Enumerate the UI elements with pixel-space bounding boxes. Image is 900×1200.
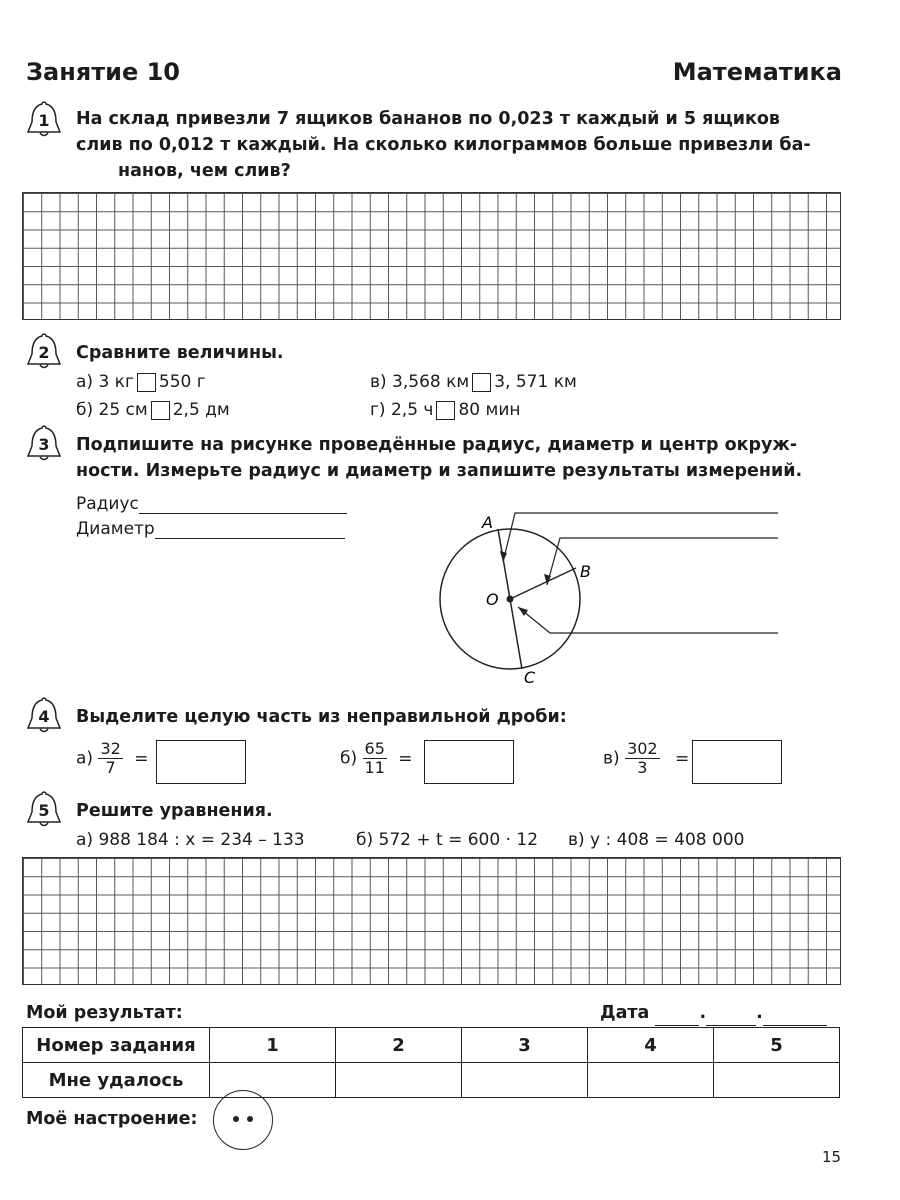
task-1-line-1: На склад привезли 7 ящиков бананов по 0,023 т каждый и 5 ящиков bbox=[76, 109, 780, 129]
task-2-item-v bbox=[370, 372, 577, 392]
mood-face-icon[interactable] bbox=[213, 1090, 273, 1150]
radius-line bbox=[510, 568, 576, 599]
success-cell-2[interactable] bbox=[336, 1063, 462, 1098]
task-4-a-label: а) bbox=[76, 748, 94, 769]
column-header-5: 5 bbox=[714, 1028, 840, 1063]
equation-v: в) y : 408 = 408 000 bbox=[568, 830, 745, 850]
task-3-bell-icon bbox=[27, 424, 61, 464]
task-2-a-right: 550 г bbox=[158, 372, 206, 392]
task-5-number: 5 bbox=[38, 801, 50, 820]
task-5-answer-grid[interactable] bbox=[22, 857, 841, 985]
task-4-a-equals: = bbox=[134, 748, 149, 769]
task-4-a-answer-box[interactable] bbox=[156, 740, 246, 784]
row-label-success: Мне удалось bbox=[23, 1063, 210, 1098]
date-row: Дата . . bbox=[600, 1000, 827, 1026]
task-4-b-answer-box[interactable] bbox=[424, 740, 514, 784]
task-2-item-a bbox=[76, 372, 206, 392]
task-2-a-compare-box[interactable] bbox=[137, 373, 156, 392]
task-5-title: Решите уравнения. bbox=[76, 801, 273, 821]
task-1-answer-grid[interactable] bbox=[22, 192, 841, 320]
fraction-v bbox=[625, 740, 660, 777]
fraction-a-numerator: 32 bbox=[100, 739, 121, 758]
point-c-label: C bbox=[524, 668, 536, 687]
task-4-b-label: б) bbox=[340, 748, 358, 769]
task-1-line-3: нанов, чем слив? bbox=[118, 161, 291, 181]
diameter-label: Диаметр bbox=[76, 519, 155, 539]
success-cell-1[interactable] bbox=[210, 1063, 336, 1098]
success-cell-5[interactable] bbox=[714, 1063, 840, 1098]
task-4-bell-icon bbox=[27, 696, 61, 736]
task-4-v-label: в) bbox=[603, 748, 620, 769]
fraction-b bbox=[363, 740, 387, 777]
fraction-v-denominator: 3 bbox=[637, 758, 648, 777]
task-4-v-equals: = bbox=[675, 748, 690, 769]
task-2-a-left: а) 3 кг bbox=[76, 372, 134, 392]
task-2-g-left: г) 2,5 ч bbox=[370, 400, 434, 420]
face-right-eye bbox=[247, 1116, 253, 1122]
label-leader-3 bbox=[518, 607, 778, 633]
center-point bbox=[507, 596, 514, 603]
radius-answer-line[interactable] bbox=[139, 513, 347, 514]
task-2-bell-icon bbox=[27, 332, 61, 372]
page-number: 15 bbox=[822, 1148, 842, 1166]
fraction-v-numerator: 302 bbox=[627, 739, 658, 758]
result-title: Мой результат: bbox=[26, 1003, 183, 1023]
task-4-title: Выделите целую часть из неправильной дроби: bbox=[76, 707, 567, 727]
result-row-task-number bbox=[23, 1028, 840, 1063]
success-cell-4[interactable] bbox=[588, 1063, 714, 1098]
task-4-number: 4 bbox=[38, 707, 50, 726]
column-header-3: 3 bbox=[462, 1028, 588, 1063]
date-day-line[interactable] bbox=[655, 1025, 699, 1026]
circle-diagram bbox=[420, 500, 800, 700]
task-4-item-a bbox=[76, 740, 148, 777]
task-4-item-b bbox=[340, 740, 413, 777]
task-1-text bbox=[76, 106, 811, 184]
task-2-item-g bbox=[370, 400, 520, 420]
task-3-line-2: ности. Измерьте радиус и диаметр и запишите результаты измерений. bbox=[76, 461, 803, 481]
fraction-b-numerator: 65 bbox=[364, 739, 385, 758]
task-2-b-right: 2,5 дм bbox=[172, 400, 230, 420]
success-cell-3[interactable] bbox=[462, 1063, 588, 1098]
point-a-label: A bbox=[482, 513, 493, 532]
equation-a: а) 988 184 : x = 234 – 133 bbox=[76, 830, 305, 850]
task-4-v-answer-box[interactable] bbox=[692, 740, 782, 784]
task-4-b-equals: = bbox=[398, 748, 413, 769]
point-b-label: B bbox=[580, 562, 591, 581]
task-2-item-b bbox=[76, 400, 230, 420]
task-2-number: 2 bbox=[38, 343, 50, 362]
result-row-success bbox=[23, 1063, 840, 1098]
task-3-line-1: Подпишите на рисунке проведённые радиус, диаметр и центр окруж- bbox=[76, 435, 798, 455]
fraction-b-denominator: 11 bbox=[364, 758, 385, 777]
task-5-bell-icon bbox=[27, 790, 61, 830]
task-4-item-v bbox=[603, 740, 689, 777]
task-2-b-compare-box[interactable] bbox=[151, 401, 170, 420]
task-1-number: 1 bbox=[38, 111, 50, 130]
diameter-row bbox=[76, 519, 345, 539]
date-month-line[interactable] bbox=[706, 1025, 756, 1026]
mood-label: Моё настроение: bbox=[26, 1109, 198, 1129]
column-header-1: 1 bbox=[210, 1028, 336, 1063]
radius-label: Радиус bbox=[76, 494, 139, 514]
lesson-title: Занятие 10 bbox=[26, 58, 180, 86]
task-3-text bbox=[76, 432, 802, 484]
task-2-g-compare-box[interactable] bbox=[436, 401, 455, 420]
date-label: Дата bbox=[600, 1003, 650, 1023]
subject-title: Математика bbox=[672, 58, 842, 86]
fraction-a-denominator: 7 bbox=[105, 758, 116, 777]
task-2-title: Сравните величины. bbox=[76, 343, 284, 363]
point-o-label: O bbox=[486, 590, 499, 609]
task-1-line-2: слив по 0,012 т каждый. На сколько килограммов больше привезли ба- bbox=[76, 135, 811, 155]
fraction-a bbox=[98, 740, 122, 777]
task-2-v-right: 3, 571 км bbox=[494, 372, 577, 392]
column-header-2: 2 bbox=[336, 1028, 462, 1063]
result-table bbox=[22, 1027, 840, 1098]
radius-row bbox=[76, 494, 347, 514]
task-2-b-left: б) 25 см bbox=[76, 400, 148, 420]
leader-1-arrow bbox=[500, 551, 507, 562]
task-2-v-left: в) 3,568 км bbox=[370, 372, 470, 392]
task-3-number: 3 bbox=[38, 435, 50, 454]
diameter-answer-line[interactable] bbox=[155, 538, 345, 539]
row-label-task-number: Номер задания bbox=[23, 1028, 210, 1063]
equation-b: б) 572 + t = 600 · 12 bbox=[356, 830, 539, 850]
task-2-v-compare-box[interactable] bbox=[472, 373, 491, 392]
date-year-line[interactable] bbox=[763, 1025, 827, 1026]
face-left-eye bbox=[233, 1116, 239, 1122]
task-2-g-right: 80 мин bbox=[458, 400, 521, 420]
column-header-4: 4 bbox=[588, 1028, 714, 1063]
task-1-bell-icon bbox=[27, 100, 61, 140]
